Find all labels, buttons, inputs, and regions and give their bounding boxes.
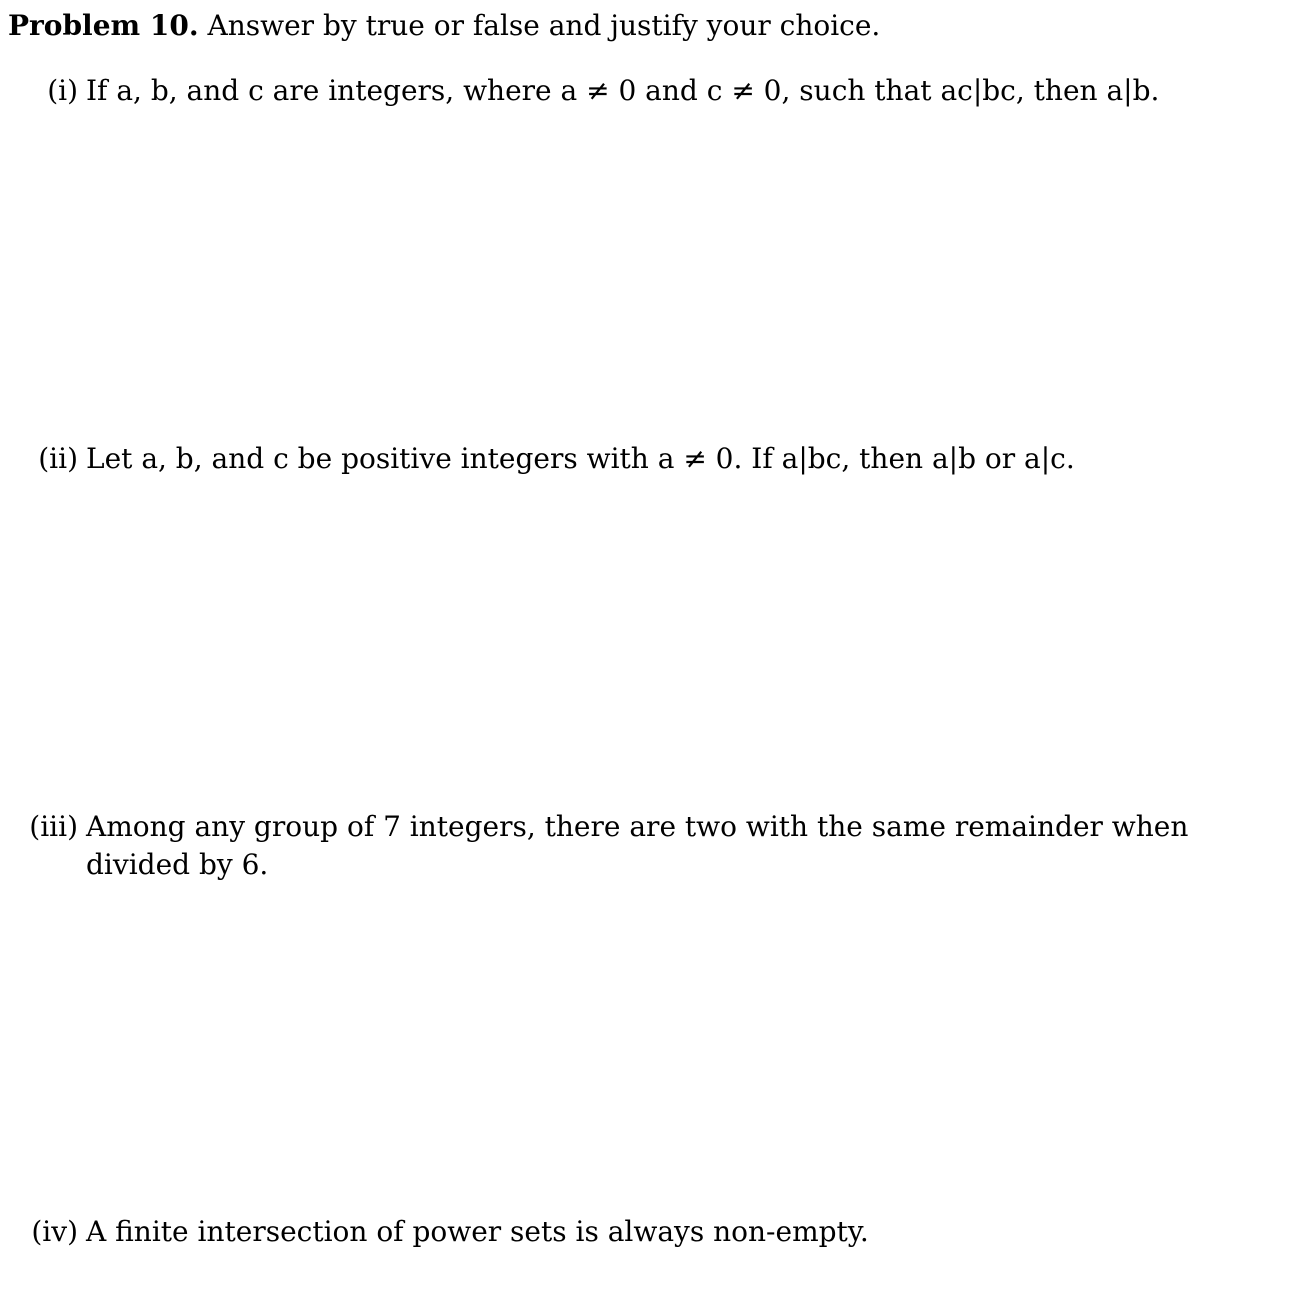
item-statement: A finite intersection of power sets is always non-empty. (86, 1215, 869, 1248)
problem-item (20, 808, 1260, 884)
problem-heading (8, 8, 880, 44)
item-statement: If a, b, and c are integers, where a ≠ 0 and c ≠ 0, such that ac|bc, then a|b. (86, 74, 1160, 107)
item-statement: Among any group of 7 integers, there are two with the same remainder when divided by 6. (86, 810, 1189, 881)
item-number: (ii) (38, 442, 78, 475)
problem-item (20, 440, 1260, 478)
item-number: (iv) (31, 1215, 78, 1248)
problem-label: Problem 10. (8, 9, 199, 42)
item-number: (i) (47, 74, 78, 107)
problem-item (20, 1213, 1260, 1251)
problem-instruction: Answer by true or false and justify your choice. (207, 9, 881, 42)
item-statement: Let a, b, and c be positive integers with a ≠ 0. If a|bc, then a|b or a|c. (86, 442, 1075, 475)
item-number: (iii) (29, 810, 78, 843)
problem-item (20, 72, 1260, 110)
